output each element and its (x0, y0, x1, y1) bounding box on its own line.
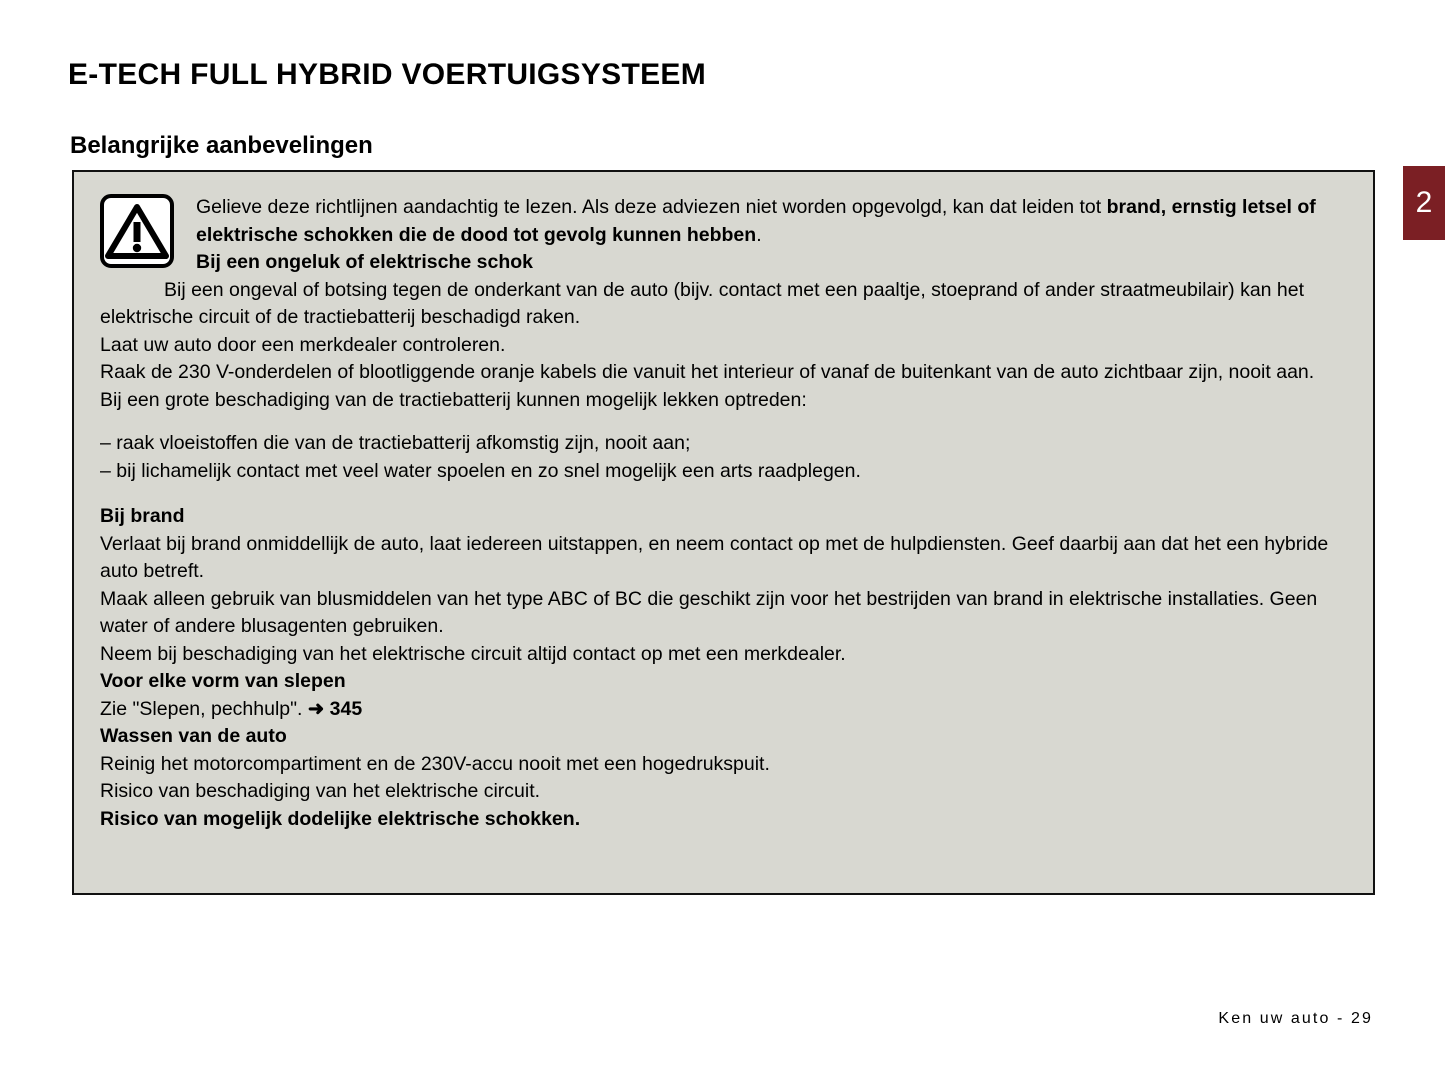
towing-reference (100, 696, 1349, 724)
arrow-right-icon: ➜ (307, 697, 325, 720)
page-footer: Ken uw auto - 29 (1218, 1010, 1373, 1027)
chapter-tab (1403, 166, 1445, 240)
closing-warning: Risico van mogelijk dodelijke elektrische schokken. (100, 807, 581, 830)
page-title: E-TECH FULL HYBRID VOERTUIGSYSTEEM (68, 58, 707, 92)
heading-washing: Wassen van de auto (100, 725, 287, 747)
towing-reference-text: Zie "Slepen, pechhulp". (100, 697, 308, 720)
chapter-tab-number: 2 (1415, 186, 1433, 219)
warning-body (100, 194, 1349, 833)
list-item: – raak vloeistoffen die van de tractiebatterij afkomstig zijn, nooit aan; (100, 432, 691, 454)
paragraph-washing-1: Reinig het motorcompartiment en de 230V-accu nooit met een hogedrukspuit. (100, 752, 770, 775)
paragraph-fire-1: Verlaat bij brand onmiddellijk de auto, laat iedereen uitstappen, en neem contact op met de hulpdiensten. Geef daarbij aan dat het een hybride auto betreft. (100, 532, 1329, 582)
paragraph-accident-3: Raak de 230 V-onderdelen of blootliggende oranje kabels die vanuit het interieur of vanaf de buitenkant van de auto zichtbaar zijn, nooit aan. (100, 361, 1315, 383)
warning-intro-normal-2: . (756, 223, 762, 246)
warning-box (72, 170, 1375, 895)
paragraph-washing-2: Risico van beschadiging van het elektrische circuit. (100, 780, 541, 802)
paragraph-accident-1: Bij een ongeval of botsing tegen de onderkant van de auto (bijv. contact met een paaltje, stoeprand of ander straatmeubilair) kan het elektrische circuit of de tractiebatterij beschadigd raken. (100, 278, 1305, 328)
paragraph-fire-3: Neem bij beschadiging van het elektrische circuit altijd contact op met een merkdealer. (100, 642, 846, 665)
paragraph-accident-2: Laat uw auto door een merkdealer controleren. (100, 333, 506, 356)
section-title: Belangrijke aanbevelingen (70, 131, 373, 159)
paragraph-accident-4: Bij een grote beschadiging van de tractiebatterij kunnen mogelijk lekken optreden: (100, 388, 807, 411)
list-item: – bij lichamelijk contact met veel water spoelen en zo snel mogelijk een arts raadplegen. (100, 459, 861, 482)
warning-intro-paragraph (196, 194, 1349, 249)
leak-bullet-list (100, 430, 1349, 485)
towing-page-ref: 345 (329, 697, 363, 720)
spacer (100, 485, 1349, 503)
heading-towing: Voor elke vorm van slepen (100, 670, 346, 692)
paragraph-fire-2: Maak alleen gebruik van blusmiddelen van het type ABC of BC die geschikt zijn voor het bestrijden van brand in elektrische installaties. Geen water of andere blusagenten gebruiken. (100, 587, 1318, 637)
warning-intro-bold: brand, ernstig letsel of elektrische schokken die de dood tot gevolg kunnen hebben (196, 196, 1316, 246)
heading-accident: Bij een ongeluk of elektrische schok (196, 251, 534, 273)
heading-fire: Bij brand (100, 505, 185, 527)
warning-intro-normal-1: Gelieve deze richtlijnen aandachtig te lezen. Als deze adviezen niet worden opgevolgd, kan dat leiden tot (196, 196, 1107, 218)
